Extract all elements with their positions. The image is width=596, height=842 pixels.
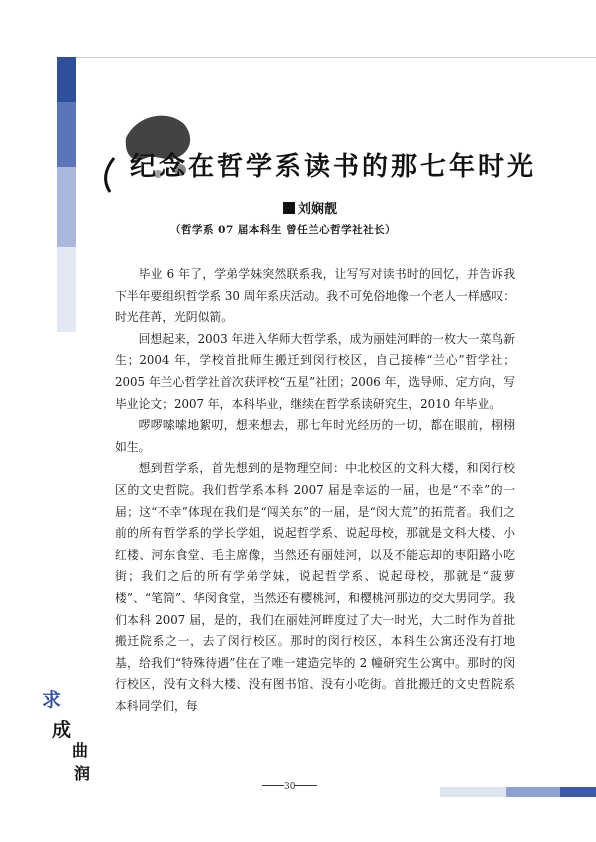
decor-strip-4 (57, 247, 76, 332)
footer-bar-light (440, 787, 506, 797)
paragraph: 回想起来，2003 年进入华师大哲学系，成为丽娃河畔的一枚大一菜鸟新生；2004 年，学校首批师生搬迁到闵行校区，自己接棒“兰心”哲学社；2005 年兰心哲学社首次获评校“五星”社团；2006 年，选导师、定方向，写毕业论文；2007 年，本科毕业，继续在哲学系读研究生，2010 年毕业。 (115, 331, 515, 411)
calligraphy-char: 成 (52, 719, 72, 741)
author-affiliation: （哲学系 07 届本科生 曾任兰心哲学社社长） (170, 224, 397, 236)
author-name: 刘娴靓 (298, 202, 338, 217)
decor-strip-2 (57, 102, 76, 167)
byline-square-icon (283, 202, 295, 214)
header-rule (76, 57, 596, 58)
paragraph: 啰啰嗦嗦地絮叨，想来想去，那七年时光经历的一切，都在眼前，栩栩如生。 (115, 418, 515, 454)
decor-strip-3 (57, 167, 76, 247)
section-calligraphy (42, 683, 102, 783)
calligraphy-char: 润 (74, 764, 91, 783)
article-body (115, 264, 515, 717)
paragraph: 想到哲学系，首先想到的是物理空间：中北校区的文科大楼，和闵行校区的文史哲院。我们哲学系本科 2007 届是幸运的一届，也是“不幸”的一届；这“不幸”体现在我们是“闯关东”的一届，是“闵大荒”的拓荒者。我们之前的所有哲学系的学长学姐，说起哲学系、说起母校，那就是文科大楼、小红楼、河东食堂、毛主席像，当然还有丽娃河，以及不能忘却的枣阳路小吃街；我们之后的所有学弟学妹，说起哲学系、说起母校，那就是“菠萝楼”、“笔筒”、华闵食堂，当然还有樱桃河，和樱桃河那边的交大男同学。我们本科 2007 届，是的，我们在丽娃河畔度过了大一时光，大二时作为首批搬迁院系之一，去了闵行校区。那时的闵行校区，本科生公寓还没有打地基，给我们“特殊待遇”住在了唯一建造完毕的 2 幢研究生公寓中。那时的闵行校区，没有文科大楼、没有图书馆、没有小吃街。首批搬迁的文史哲院系本科同学们，每 (115, 461, 515, 713)
calligraphy-char: 求 (42, 689, 62, 711)
page-number (262, 782, 317, 792)
decor-strip-top (57, 57, 76, 102)
calligraphy-char: 曲 (72, 741, 89, 760)
author-byline (283, 198, 337, 217)
article-title: 纪念在哲学系读书的那七年时光 (130, 152, 537, 182)
paragraph: 毕业 6 年了，学弟学妹突然联系我，让写写对读书时的回忆，并告诉我下半年要组织哲学系 30 周年系庆活动。我不可免俗地像一个老人一样感叹：时光荏苒，光阴似箭。 (115, 267, 516, 325)
page-number-value: 30 (284, 782, 296, 792)
footer-bar-dark (560, 787, 596, 797)
footer-bar-mid (506, 787, 560, 797)
